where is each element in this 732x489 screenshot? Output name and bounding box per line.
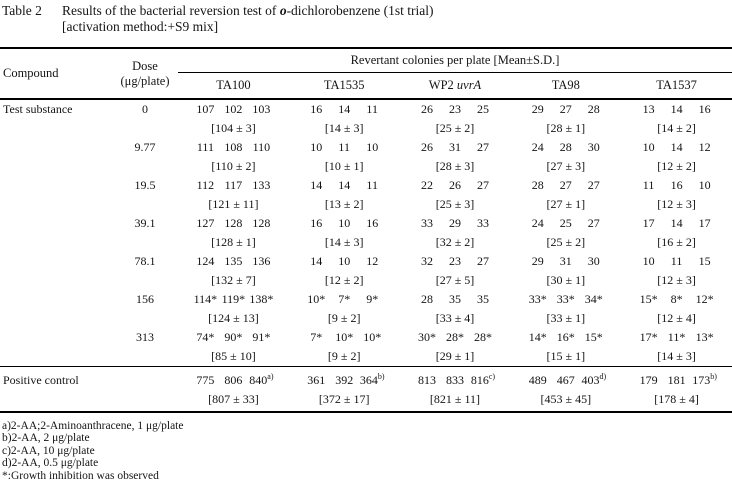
mean-sd-value: [12 ± 2] [657,159,696,173]
mean-sd-value: [27 ± 3] [546,159,586,173]
title-compound-italic: o [279,3,287,18]
count-value: 26 [420,140,433,154]
strain-cell [621,371,732,411]
count-value: 24 [531,216,544,230]
mean-sd-value: [372 ± 17] [318,392,370,406]
plate-counts [400,290,511,309]
plate-counts [178,138,289,157]
plate-counts [400,176,511,195]
footnote-line: *:Growth inhibition was observed [2,469,159,482]
plate-counts [510,290,621,309]
count-value: 119* [221,292,246,306]
strain-cell [178,176,289,214]
mean-sd-value: [28 ± 3] [435,159,475,173]
title-text-after: -dichlorobenzene (1st trial) [286,3,434,18]
positive-control-dose [112,371,178,411]
plate-counts [400,371,511,390]
count-value: 467 [556,373,575,387]
plate-counts [621,371,732,390]
count-value: 8* [670,292,683,306]
compound-label [0,138,112,176]
count-value: 23 [448,254,461,268]
dose-row [0,138,732,176]
count-value: 30 [587,140,600,154]
count-value: 16 [310,216,323,230]
header-strain-names [178,73,732,98]
count-value: 15* [639,292,658,306]
count-value: 28* [473,330,492,344]
strain-cell [510,100,621,138]
count-value: 12* [695,292,714,306]
mean-sd-value: [14 ± 3] [657,349,696,363]
mean-sd-value: [453 ± 45] [540,392,592,406]
mean-sd-value: [9 ± 2] [327,311,361,325]
title-text-before: Results of the bacterial reversion test of [62,3,280,18]
dose-row [0,290,732,328]
dose-row [0,252,732,290]
count-value: 11 [670,254,683,268]
count-value: 34* [584,292,603,306]
plate-counts [621,252,732,271]
mean-sd-value: [30 ± 1] [546,273,586,287]
count-value: 28 [531,178,544,192]
count-value: 33 [476,216,489,230]
plate-counts [289,371,400,390]
mean-sd-value: [124 ± 13] [208,311,259,325]
count-value: 13* [695,330,714,344]
strain-cell [178,371,289,411]
count-value: 114* [193,292,218,306]
mean-sd-value: [29 ± 1] [435,349,475,363]
strain-cell [510,290,621,328]
mean-sd-value: [32 ± 2] [435,235,475,249]
dose-row [0,328,732,366]
mean-sd-value: [85 ± 10] [211,349,256,363]
count-value: 108 [224,140,243,154]
strain-cell [400,138,511,176]
strain-name: TA100 [216,78,251,92]
count-value: 16 [698,102,711,116]
count-value: 489 [528,373,547,387]
footnote-line: b)2-AA, 2 μg/plate [2,432,90,445]
strain-cell [289,328,400,366]
table-number-label: Table 2 [2,3,42,18]
count-value: 32 [420,254,433,268]
count-value: 14 [670,140,683,154]
count-value: 14 [670,216,683,230]
strain-cell [400,214,511,252]
count-value: 816$^{c)}$ [470,372,496,387]
strain-cell [178,290,289,328]
plate-counts [621,138,732,157]
count-value: 7* [338,292,351,306]
mean-sd-value: [27 ± 1] [546,197,586,211]
dose-value: 9.77 [134,140,156,154]
count-value: 14 [670,102,683,116]
plate-counts [178,100,289,119]
count-value: 11 [642,178,655,192]
count-value: 11 [366,102,378,116]
table-title-line2: [activation method:+S9 mix] [62,19,219,34]
mean-sd-value: [25 ± 3] [435,197,475,211]
strain-cell [400,252,511,290]
mean-sd-value: [12 ± 4] [657,311,696,325]
dose-value: 19.5 [134,178,156,192]
plate-counts [178,371,289,390]
positive-control-row [0,367,732,411]
table-title-line1 [62,3,434,19]
strain-cell [400,328,511,366]
strain-cell [621,176,732,214]
count-value: 28* [445,330,464,344]
count-value: 14 [338,178,351,192]
mean-sd-value: [33 ± 1] [546,311,586,325]
test-substance-rows [0,100,732,366]
strain-cell [621,214,732,252]
mean-sd-value: [9 ± 2] [327,349,361,363]
count-value: 775 [196,373,215,387]
count-value: 27 [476,178,489,192]
header-compound: Compound [3,66,59,80]
count-value: 28 [420,292,433,306]
count-value: 102 [224,102,243,116]
count-value: 15* [584,330,603,344]
mean-sd-value: [128 ± 1] [211,235,256,249]
count-value: 12 [698,140,711,154]
count-value: 29 [531,254,544,268]
count-value: 117 [224,178,243,192]
count-value: 31 [448,140,461,154]
strain-cell [289,290,400,328]
count-value: 111 [196,140,214,154]
count-value: 840$^{a)}$ [249,372,274,387]
mean-sd-value: [121 ± 11] [208,197,259,211]
mean-sd-value: [27 ± 5] [435,273,475,287]
plate-counts [621,214,732,233]
mean-sd-value: [13 ± 2] [324,197,364,211]
count-value: 813 [417,373,436,387]
plate-counts [510,252,621,271]
plate-counts [510,176,621,195]
count-value: 10* [363,330,382,344]
positive-control-label: Positive control [3,373,79,387]
mean-sd-value: [25 ± 2] [546,235,586,249]
header-dose-line2: (μg/plate) [120,73,170,88]
footnote-line: d)2-AA, 0.5 μg/plate [2,457,99,470]
dose-value: 313 [136,330,154,344]
strain-cell [621,100,732,138]
strain-cell [178,138,289,176]
plate-counts [289,214,400,233]
strain-cell [621,138,732,176]
mean-sd-value: [12 ± 3] [657,273,696,287]
strain-cell [621,290,732,328]
count-value: 35 [476,292,489,306]
plate-counts [289,176,400,195]
strain-cell [621,328,732,366]
strain-cell [510,371,621,411]
count-value: 16 [310,102,323,116]
plate-counts [400,214,511,233]
count-value: 16 [670,178,683,192]
compound-label [0,252,112,290]
mean-sd-value: [178 ± 4] [654,392,699,406]
mean-sd-value: [12 ± 2] [324,273,364,287]
plate-counts [178,252,289,271]
count-value: 133 [252,178,271,192]
count-value: 10* [335,330,354,344]
count-value: 10 [698,178,711,192]
count-value: 33 [420,216,433,230]
count-value: 23 [448,102,461,116]
count-value: 11 [366,178,378,192]
count-value: 128 [224,216,243,230]
mean-sd-value: [14 ± 3] [324,235,364,249]
strain-cell [289,371,400,411]
strain-cell [510,176,621,214]
count-value: 361 [307,373,326,387]
dose-value: 78.1 [134,254,156,268]
count-value: 22 [420,178,433,192]
plate-counts [400,252,511,271]
count-value: 27 [476,254,489,268]
count-value: 27 [476,140,489,154]
count-value: 136 [252,254,271,268]
count-value: 107 [196,102,215,116]
count-value: 17 [642,216,655,230]
plate-counts [510,328,621,347]
count-value: 29 [531,102,544,116]
compound-label [0,290,112,328]
mean-sd-value: [807 ± 33] [208,392,259,406]
count-value: 403$^{d)}$ [581,372,607,387]
table-bottom-rule [0,411,732,413]
count-value: 364$^{b)}$ [359,372,385,387]
mean-sd-value: [28 ± 1] [546,121,586,135]
dose-value: 0 [142,102,148,116]
strain-cell [400,371,511,411]
strain-name: TA98 [551,78,580,92]
count-value: 25 [559,216,572,230]
count-value: 16* [556,330,575,344]
plate-counts [289,328,400,347]
mean-sd-value: [14 ± 3] [324,121,364,135]
count-value: 9* [366,292,379,306]
strain-cell [178,328,289,366]
count-value: 135 [224,254,243,268]
count-value: 27 [559,102,572,116]
count-value: 14* [528,330,547,344]
count-value: 30 [587,254,600,268]
mean-sd-value: [10 ± 1] [324,159,364,173]
plate-counts [510,371,621,390]
strain-name: WP2 uvrA [428,78,482,92]
mean-sd-value: [15 ± 1] [546,349,586,363]
count-value: 33* [528,292,547,306]
header-revertant-span: Revertant colonies per plate [Mean±S.D.] [178,49,732,73]
dose-row [0,214,732,252]
strain-cell [289,252,400,290]
plate-counts [621,176,732,195]
count-value: 26 [448,178,461,192]
plate-counts [400,138,511,157]
table-title-text [62,3,434,35]
plate-counts [510,214,621,233]
plate-counts [400,100,511,119]
count-value: 10 [338,216,351,230]
plate-counts [510,100,621,119]
count-value: 7* [310,330,323,344]
count-value: 17 [698,216,711,230]
mean-sd-value: [110 ± 2] [211,159,256,173]
plate-counts [178,290,289,309]
plate-counts [289,290,400,309]
count-value: 138* [249,292,274,306]
mean-sd-value: [821 ± 11] [429,392,481,406]
count-value: 27 [559,178,572,192]
plate-counts [178,214,289,233]
plate-counts [178,176,289,195]
strain-cell [510,328,621,366]
count-value: 25 [476,102,489,116]
strain-cell [510,138,621,176]
mean-sd-value: [25 ± 2] [435,121,475,135]
count-value: 12 [366,254,379,268]
count-value: 28 [587,102,600,116]
table-header [0,49,732,98]
count-value: 10 [366,140,379,154]
plate-counts [289,252,400,271]
count-value: 16 [366,216,379,230]
plate-counts [178,328,289,347]
strain-cell [400,290,511,328]
footnote-line: c)2-AA, 10 μg/plate [2,444,95,457]
count-value: 26 [420,102,433,116]
count-value: 27 [587,178,600,192]
strain-cell [178,252,289,290]
count-value: 103 [252,102,271,116]
mean-sd-value: [16 ± 2] [657,235,696,249]
strain-name: TA1535 [323,78,365,92]
count-value: 90* [224,330,243,344]
count-value: 14 [338,102,351,116]
count-value: 31 [559,254,572,268]
count-value: 392 [335,373,354,387]
footnotes [2,420,183,482]
count-value: 10 [338,254,351,268]
compound-label [0,328,112,366]
header-dose [112,49,178,98]
count-value: 27 [587,216,600,230]
strain-cell [289,214,400,252]
mean-sd-value: [14 ± 2] [657,121,696,135]
count-value: 91* [252,330,271,344]
count-value: 35 [448,292,461,306]
count-value: 17* [639,330,658,344]
count-value: 74* [196,330,215,344]
table-title [2,3,434,35]
count-value: 10* [307,292,326,306]
strain-cell [289,100,400,138]
count-value: 14 [310,178,323,192]
compound-label [0,176,112,214]
count-value: 173$^{b)}$ [692,372,717,387]
plate-counts [621,100,732,119]
count-value: 806 [224,373,243,387]
results-table [0,47,732,413]
strain-cell [289,176,400,214]
count-value: 11* [667,330,686,344]
count-value: 110 [252,140,271,154]
strain-cell [400,100,511,138]
count-value: 14 [310,254,323,268]
plate-counts [621,290,732,309]
strain-cell [510,252,621,290]
strain-cell [178,214,289,252]
count-value: 124 [196,254,215,268]
positive-control-block [0,367,732,411]
dose-value: 156 [136,292,154,306]
count-value: 13 [642,102,655,116]
count-value: 10 [642,254,655,268]
plate-counts [621,328,732,347]
strain-cell [400,176,511,214]
count-value: 179 [639,373,658,387]
dose-value: 39.1 [134,216,156,230]
count-value: 112 [196,178,215,192]
count-value: 28 [559,140,572,154]
count-value: 29 [448,216,461,230]
strain-name: TA1537 [656,78,697,92]
count-value: 10 [310,140,323,154]
header-dose-line1: Dose [132,58,158,73]
mean-sd-value: [132 ± 7] [211,273,256,287]
strain-cell [621,252,732,290]
footnote-line: a)2-AA;2-Aminoanthracene, 1 μg/plate [2,420,184,432]
count-value: 15 [698,254,711,268]
strain-cell [510,214,621,252]
count-value: 24 [531,140,544,154]
count-value: 33* [556,292,575,306]
plate-counts [400,328,511,347]
mean-sd-value: [33 ± 4] [435,311,475,325]
mean-sd-value: [104 ± 3] [211,121,256,135]
plate-counts [510,138,621,157]
mean-sd-value: [12 ± 3] [657,197,696,211]
dose-row [0,100,732,138]
strain-cell [289,138,400,176]
count-value: 128 [252,216,271,230]
plate-counts [289,138,400,157]
plate-counts [289,100,400,119]
compound-label [0,214,112,252]
strain-cell [178,100,289,138]
count-value: 30* [417,330,436,344]
count-value: 181 [667,373,686,387]
compound-label: Test substance [3,102,73,116]
header-strains-group [178,49,732,98]
dose-row [0,176,732,214]
count-value: 127 [196,216,215,230]
count-value: 10 [642,140,655,154]
count-value: 833 [445,373,464,387]
count-value: 11 [338,140,350,154]
